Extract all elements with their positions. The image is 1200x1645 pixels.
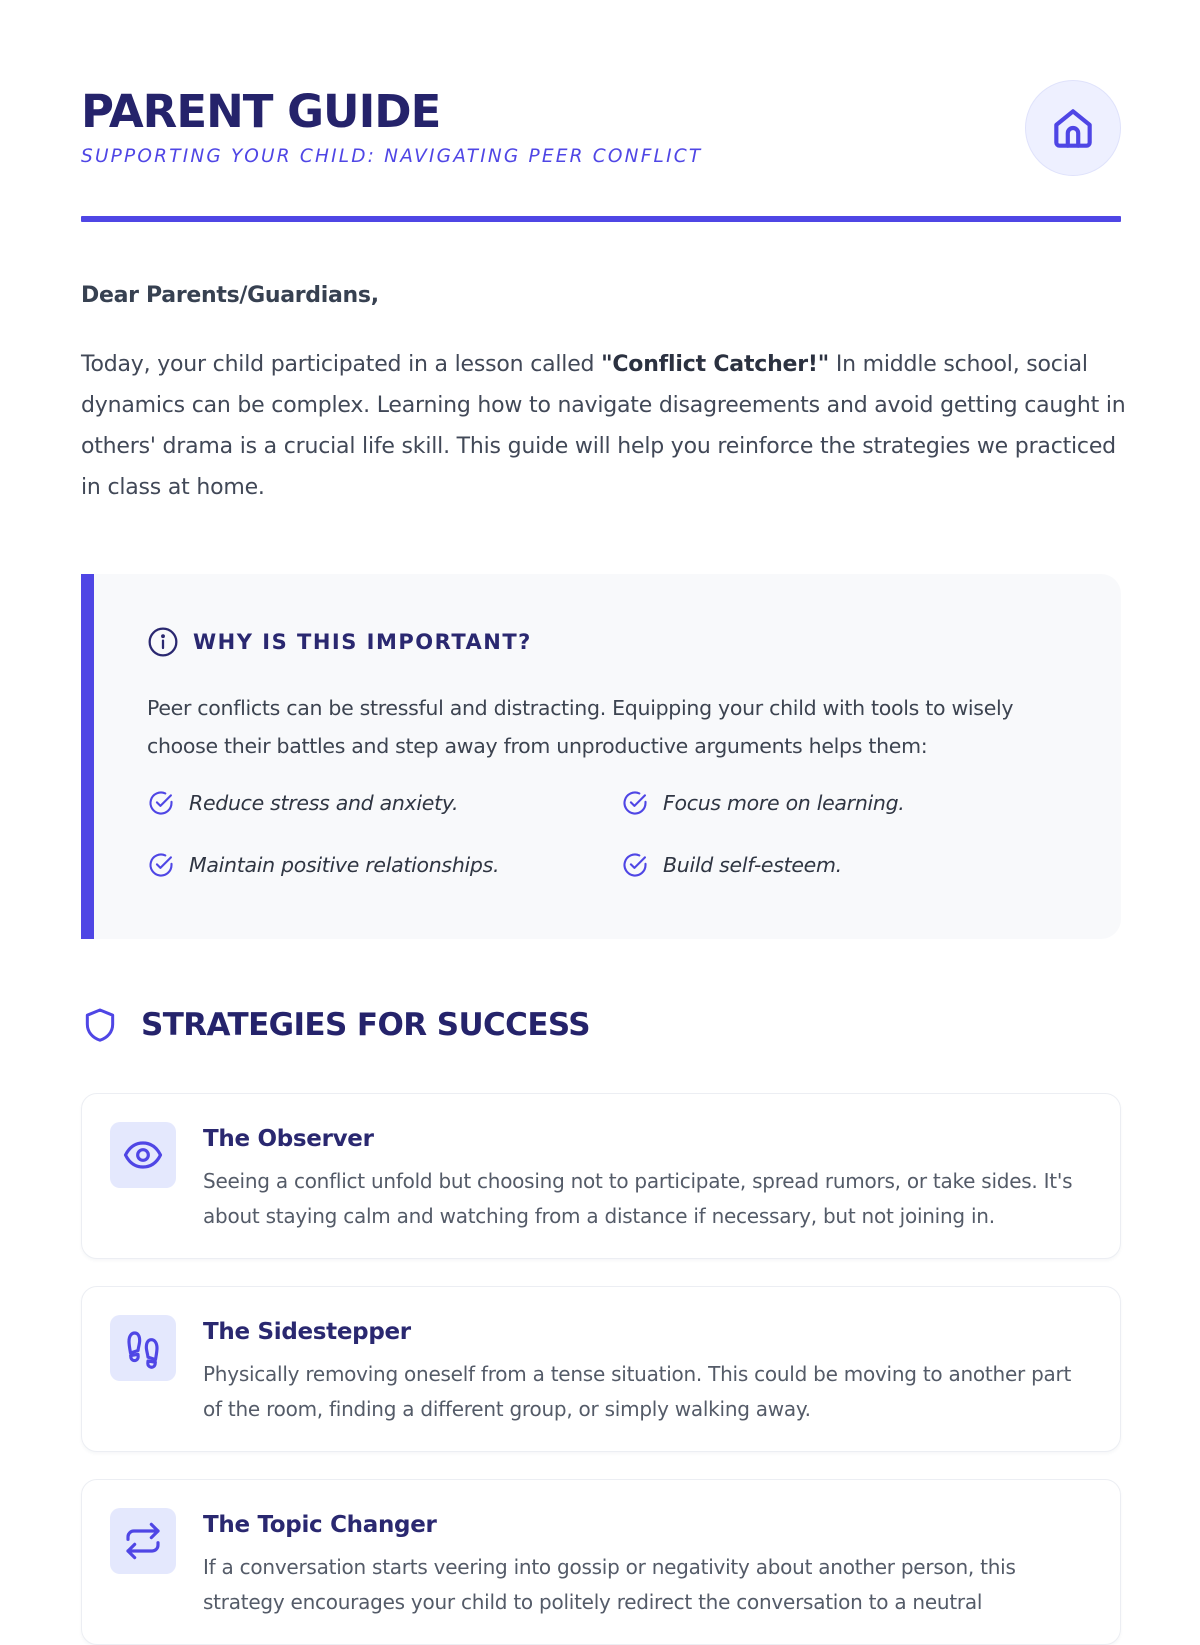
home-button[interactable]: [1025, 80, 1121, 176]
home-icon: [1048, 103, 1098, 153]
strategy-icon-box: [110, 1508, 176, 1574]
parent-guide-page: [81, 0, 1126, 1614]
intro-text-end: In middle school, social dynamics can be complex. Learning how to navigate disagreements and avoid getting caught in others' drama is a crucial life skill. This guide will help you reinforce the strategies we practiced in class at home.: [81, 352, 1126, 500]
strategy-description: Seeing a conflict unfold but choosing not to participate, spread rumors, or take sides. It's about staying calm and watching from a distance if necessary, but not joining in.: [203, 1169, 1073, 1228]
check-circle-icon: [147, 789, 175, 817]
header-divider: [81, 216, 1121, 222]
letter-greeting: Dear Parents/Guardians,: [81, 283, 379, 308]
eye-icon: [123, 1135, 163, 1175]
page-title: PARENT GUIDE: [81, 85, 441, 138]
section-title: STRATEGIES FOR SUCCESS: [141, 1007, 590, 1043]
callout-title: WHY IS THIS IMPORTANT?: [193, 630, 532, 654]
benefit-item: [621, 848, 1077, 882]
callout-text: Peer conflicts can be stressful and distracting. Equipping your child with tools to wisely choose their battles and step away from unproductive arguments helps them:: [147, 696, 1014, 758]
footprints-icon: [123, 1328, 163, 1368]
strategies-heading: [81, 1006, 590, 1044]
check-circle-icon: [621, 851, 649, 879]
strategy-card-observer: [81, 1093, 1121, 1259]
strategy-name: The Sidestepper: [203, 1319, 411, 1345]
callout-heading: [147, 626, 532, 658]
benefit-text: Reduce stress and anxiety.: [189, 791, 459, 815]
repeat-icon: [123, 1521, 163, 1561]
strategy-name: The Observer: [203, 1126, 374, 1152]
shield-icon: [81, 1006, 119, 1044]
benefit-text: Focus more on learning.: [663, 791, 905, 815]
strategy-name: The Topic Changer: [203, 1512, 437, 1538]
benefits-list: [147, 786, 1077, 882]
header: [81, 0, 1121, 224]
importance-callout: [81, 574, 1121, 939]
benefit-item: [147, 848, 621, 882]
benefit-text: Build self-esteem.: [663, 853, 842, 877]
strategy-card-sidestepper: [81, 1286, 1121, 1452]
strategy-icon-box: [110, 1122, 176, 1188]
strategy-card-topic-changer: [81, 1479, 1121, 1645]
callout-accent-bar: [81, 574, 94, 939]
strategy-description: If a conversation starts veering into gossip or negativity about another person, this strategy encourages your child to politely redirect the conversation to a neutral: [203, 1555, 1016, 1614]
strategy-description: Physically removing oneself from a tense situation. This could be moving to another part of the room, finding a different group, or simply walking away.: [203, 1362, 1072, 1421]
intro-text-start: Today, your child participated in a lesson called: [81, 352, 602, 377]
benefit-text: Maintain positive relationships.: [189, 853, 500, 877]
info-icon: [147, 626, 179, 658]
benefit-item: [147, 786, 621, 820]
strategy-icon-box: [110, 1315, 176, 1381]
lesson-name: "Conflict Catcher!": [601, 352, 830, 377]
page-subtitle: SUPPORTING YOUR CHILD: NAVIGATING PEER CONFLICT: [81, 146, 703, 167]
letter-intro: [81, 344, 1126, 508]
check-circle-icon: [147, 851, 175, 879]
check-circle-icon: [621, 789, 649, 817]
benefit-item: [621, 786, 1077, 820]
